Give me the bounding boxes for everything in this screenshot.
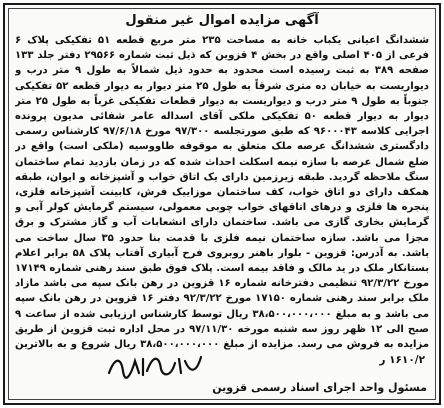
notice-footer: مسئول واحد اجرای اسناد رسمی قزوین [212,381,427,394]
handwritten-signature [105,351,205,379]
notice-body: ششدانگ اعیانی یکباب خانه به مساحت ۲۳۵ متر مربع قطعه ۵۱ تفکیکی پلاک ۶ فرعی از ۴۰۵ اصلی واقع در بخش ۴ قزوین که ذیل ثبت شماره ۲۹۵۶۶ دفتر جلد ۱۳۳ صفحه ۳۸۹ به ثبت رسیده است محدود به حدود ذیل شمالاً به طول ۹ متر درب و دیواریست به خیابان ده متری شرقاً به طول ۲۵ متر دیوار به دیوار قطعه ۵۲ تفکیکی جنوباً به طول ۹ متر درب و دیواریست به دیوار قطعات تفکیکی غرباً به طول ۲۵ متر دیوار به دیوار قطعه ۵۰ تفکیکی ملکی آقای اسداله عامر شفائی مدیون پرونده اجرایی کلاسه ۹۶۰۰۰۴۳ که طبق صورتجلسه ۹۷/۳۰۰ مورخ ۹۷/۶/۱۸ کارشناس رسمی دادگستری ششدانگ عرصه ملک متعلق به موقوفه طاووسیه (ملکی است) واقع در ضلع شمال عرصه با سازه نیمه اسکلت احداث شده که در زمان بازدید تمام ساختمان سنگ ملاحظه گردید. طبقه زیرزمین دارای یک اتاق خواب و آشپزخانه و ایوان، طبقه همکف دارای دو اتاق خواب، کف ساختمان موزاییک فرش، کابینت آشپزخانه فلزی، پنجره ها فلزی و درهای اتاقهای خواب چوبی معمولی، سیستم گرمایش کولر آبی و گرمایش بخاری گازی می باشد. ساختمان دارای انشعابات آب و گاز مشترک و برق مجزا می باشد. سازه ساختمان نیمه فلزی با قدمت بنا حدود ۳۵ سال ساخت می باشد. به آدرس: قزوین - بلوار باهنر روبروی فرح آبیاری آفتاب پلاک ۵۸ برابر اعلام بستانکار ملک در ید مالک و فاقد بیمه است. پلاک فوق طبق سند رهنی شماره ۱۷۱۴۹ مورخ ۹۲/۳/۲۲ تنظیمی دفترخانه شماره ۱۶ قزوین در رهن بانک سپه می باشد مازاد ملک برابر سند رهنی شماره ۱۷۱۵۰ مورخ ۹۲/۳/۲۲ دفتر ۱۶ قزوین در رهن بانک سپه می باشد و به مبلغ ۳۸،۵۰۰،۰۰۰،۰۰۰ ریال توسط کارشناس ارزیابی شده از ساعت ۹ صبح الی ۱۲ ظهر روز سه شنبه مورخه ۹۷/۱۱/۳۰ در محل اداره ثبت قزوین از طریق مزایده به فروش می رسد. مزایده از مبلغ ۳۸،۵۰۰،۰۰۰،۰۰۰ ریال شروع و به بالاترین [15,35,429,351]
notice-date-code: ۱۶۱۰/۲ ر [379,354,425,366]
notice-inner-border [8,8,436,400]
notice-title: آگهی مزایده اموال غیر منقول [125,13,319,28]
notice-frame [3,3,441,405]
